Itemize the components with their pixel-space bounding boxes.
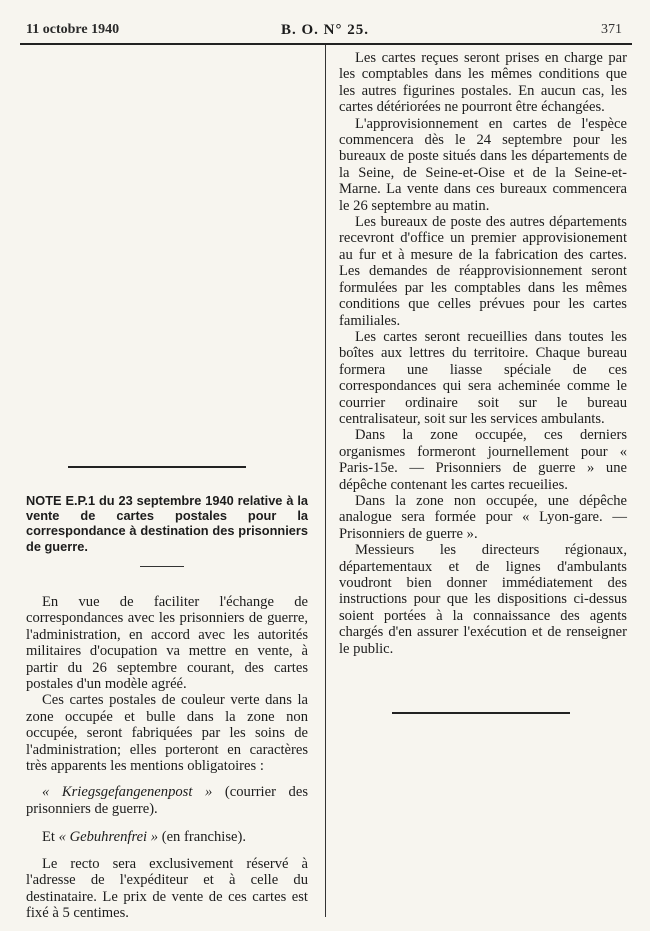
paragraph: Messieurs les directeurs régionaux, départementaux et de lignes d'ambulants voudront bien donner immédiatement des instructions pour que les dispositions ci-dessus soient portées à la connaissance des agents chargés d'en assurer l'exécution et de renseigner le public. bbox=[339, 542, 627, 657]
page-header bbox=[22, 14, 628, 40]
paragraph: Les cartes reçues seront prises en charge par les comptables dans les mêmes conditions que les autres figurines postales. En aucun cas, les cartes détériorées ne pourront être échangées. bbox=[339, 50, 627, 116]
header-rule bbox=[20, 43, 632, 45]
paragraph-quote-gebuhrenfrei bbox=[26, 829, 308, 845]
title-separator bbox=[140, 566, 184, 567]
paragraph: Les cartes seront recueillies dans toutes les boîtes aux lettres du territoire. Chaque bureau formera une liasse spéciale de ces correspondances qui sera acheminée comme le courrier ordinaire soit sur le bureau centralisateur, soit sur les services ambulants. bbox=[339, 328, 627, 427]
page-number: 371 bbox=[601, 22, 622, 37]
paragraph: L'approvisionnement en cartes de l'espèce commencera dès le 24 septembre pour les bureaux de poste situés dans les départements de la Seine, de Seine-et-Oise et de la Seine-et-Marne. La vente dans ces bureaux commencera le 26 septembre au matin. bbox=[339, 115, 627, 214]
header-date: 11 octobre 1940 bbox=[26, 22, 120, 37]
paragraph: Dans la zone non occupée, une dépêche analogue sera formée pour « Lyon-gare. — Prisonniers de guerre ». bbox=[339, 492, 627, 542]
paragraph: Le recto sera exclusivement réservé à l'adresse de l'expéditeur et à celle du destinataire. Le prix de vente de ces cartes est fixé à 5 centimes. bbox=[26, 855, 308, 921]
paragraph: Les bureaux de poste des autres départements recevront d'office un premier approvisionement au fur et à mesure de la fabrication des cartes. Les demandes de réapprovisionnement seront formulées par les comptables dans les mêmes conditions que celles prévues pour les cartes familiales. bbox=[339, 214, 627, 329]
note-title: NOTE E.P.1 du 23 septembre 1940 relative à la vente de cartes postales pour la correspondance à destination des prisonniers de guerre. bbox=[26, 493, 308, 554]
section-rule-left bbox=[68, 466, 246, 468]
quote-translation: (courrier des prisonniers de guerre). bbox=[26, 784, 308, 817]
quote-kriegsgefangenenpost: « Kriegsgefangenenpost » bbox=[42, 784, 213, 801]
quote-gebuhrenfrei: « Gebuhrenfrei » bbox=[58, 829, 159, 846]
left-column bbox=[26, 594, 308, 921]
quote-translation: (en franchise). bbox=[158, 829, 246, 846]
paragraph: Dans la zone occupée, ces derniers organismes formeront journellement pour « Paris-15e. — Prisonniers de guerre » une dépêche contenant les cartes recueilies. bbox=[339, 427, 627, 493]
quote-prefix: Et bbox=[42, 829, 59, 846]
paragraph: Ces cartes postales de couleur verte dans la zone occupée et bulle dans la zone non occupée, seront fabriquées par les soins de l'administration; elles porteront en caractères très apparents les mentions obligatoires : bbox=[26, 692, 308, 775]
right-column bbox=[339, 50, 627, 657]
header-bulletin: B. O. N° 25. bbox=[280, 22, 369, 38]
section-rule-right bbox=[392, 712, 570, 714]
paragraph-quote-kriegsgefangenenpost bbox=[26, 784, 308, 817]
column-divider bbox=[325, 45, 326, 917]
paragraph: En vue de faciliter l'échange de correspondances avec les prisonniers de guerre, l'administration, en accord avec les autorités militaires d'ocupation va mettre en vente, à partir du 26 septembre courant, des cartes postales d'un modèle agréé. bbox=[26, 594, 308, 693]
